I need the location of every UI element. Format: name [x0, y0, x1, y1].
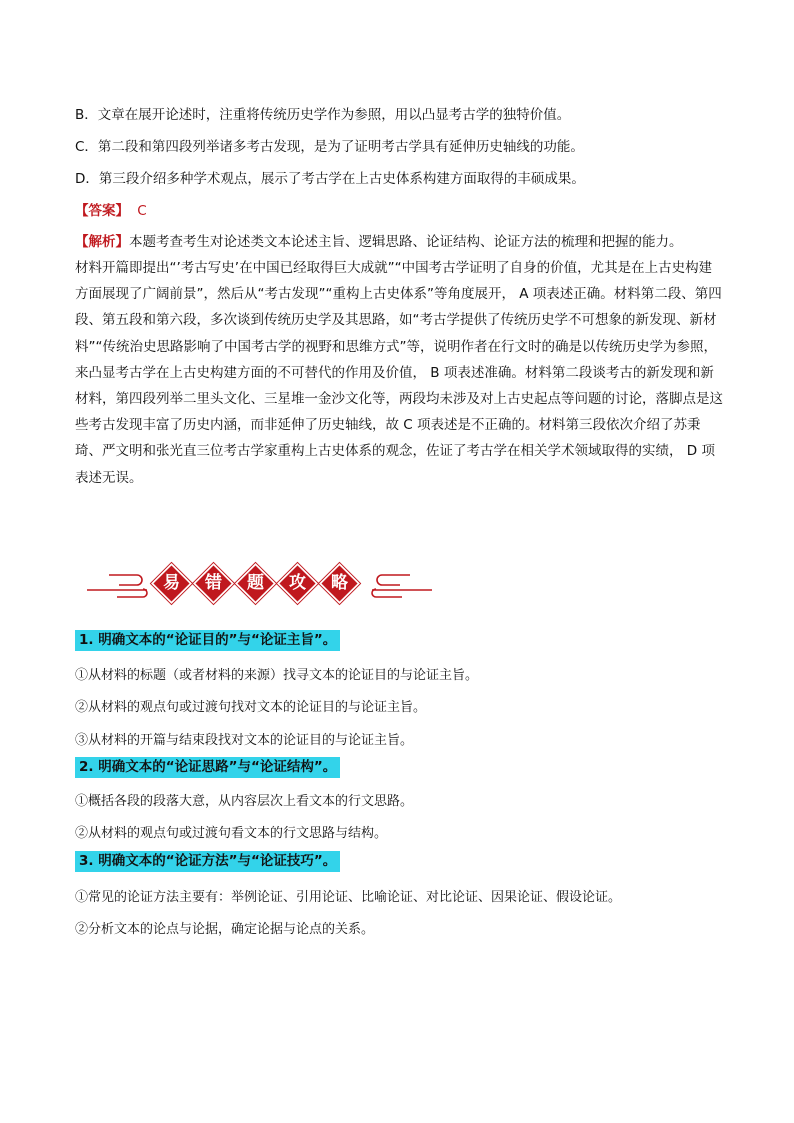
tip-item: ①概括各段的段落大意，从内容层次上看文本的行文思路。: [75, 794, 414, 809]
option-c: C．第二段和第四段列举诸多考古发现，是为了证明考古学具有延伸历史轴线的功能。: [75, 139, 584, 155]
tip-item: ②分析文本的论点与论据，确定论据与论点的关系。: [75, 922, 375, 937]
option-b: B．文章在展开论述时，注重将传统历史学作为参照，用以凸显考古学的独特价值。: [75, 107, 571, 123]
tip-heading-2: 2. 明确文本的“论证思路”与“论证结构”。: [75, 757, 340, 778]
tip-item: ③从材料的开篇与结束段找对文本的论证目的与论证主旨。: [75, 733, 414, 748]
banner-tile: 易: [155, 567, 188, 600]
analysis-label: 【解析】: [75, 234, 129, 250]
banner-tile: 错: [197, 567, 230, 600]
answer-value: C: [137, 203, 147, 219]
analysis-body: 材料开篇即提出“’考古写史’在中国已经取得巨大成就”“中国考古学证明了自身的价值，尤其是在上古史构建方面展现了广阔前景”，然后从“考古发现”“重构上古史体系”等角度展开， A 项表述正确。材料第二段、第四段、第五段和第六段，多次谈到传统历史学及其思路，如“考古学提供了传统历史学不可想象的新发现、新材料”“传统治史思路影响了中国考古学的视野和思维方式”等，说明作者在行文时的确是以传统历史学为参照，来凸显考古学在上古史构建方面的不可替代的作用及价值， B 项表述准确。材料第二段谈考古的新发现和新材料，第四段列举二里头文化、三星堆一金沙文化等，两段均未涉及对上古史起点等问题的讨论，落脚点是这些考古发现丰富了历史内涵，而非延伸了历史轴线，故 C 项表述是不正确的。材料第三段依次介绍了苏秉琦、严文明和张光直三位考古学家重构上古史体系的观念，佐证了考古学在相关学术领域取得的实绩， D 项表述无误。: [75, 260, 723, 486]
tip-item: ②从材料的观点句或过渡句找对文本的论证目的与论证主旨。: [75, 700, 427, 715]
answer-label: 【答案】: [75, 203, 129, 219]
tip-heading-3: 3. 明确文本的“论证方法”与“论证技巧”。: [75, 851, 340, 872]
analysis-lead-row: [75, 230, 683, 250]
analysis-lead: 本题考查考生对论述类文本论述主旨、逻辑思路、论证结构、论证方法的梳理和把握的能力。: [129, 234, 683, 250]
tips-banner: [87, 561, 432, 609]
banner-tile: 题: [239, 567, 272, 600]
answer-row: [75, 199, 147, 219]
tip-item: ①从材料的标题（或者材料的来源）找寻文本的论证目的与论证主旨。: [75, 668, 479, 683]
banner-tile: 略: [323, 567, 356, 600]
tip-item: ①常见的论证方法主要有：举例论证、引用论证、比喻论证、对比论证、因果论证、假设论证。: [75, 890, 622, 905]
banner-tile: 攻: [281, 567, 314, 600]
tip-heading-1: 1. 明确文本的“论证目的”与“论证主旨”。: [75, 630, 340, 651]
option-d: D．第三段介绍多种学术观点，展示了考古学在上古史体系构建方面取得的丰硕成果。: [75, 171, 585, 187]
tip-item: ②从材料的观点句或过渡句看文本的行文思路与结构。: [75, 826, 388, 841]
